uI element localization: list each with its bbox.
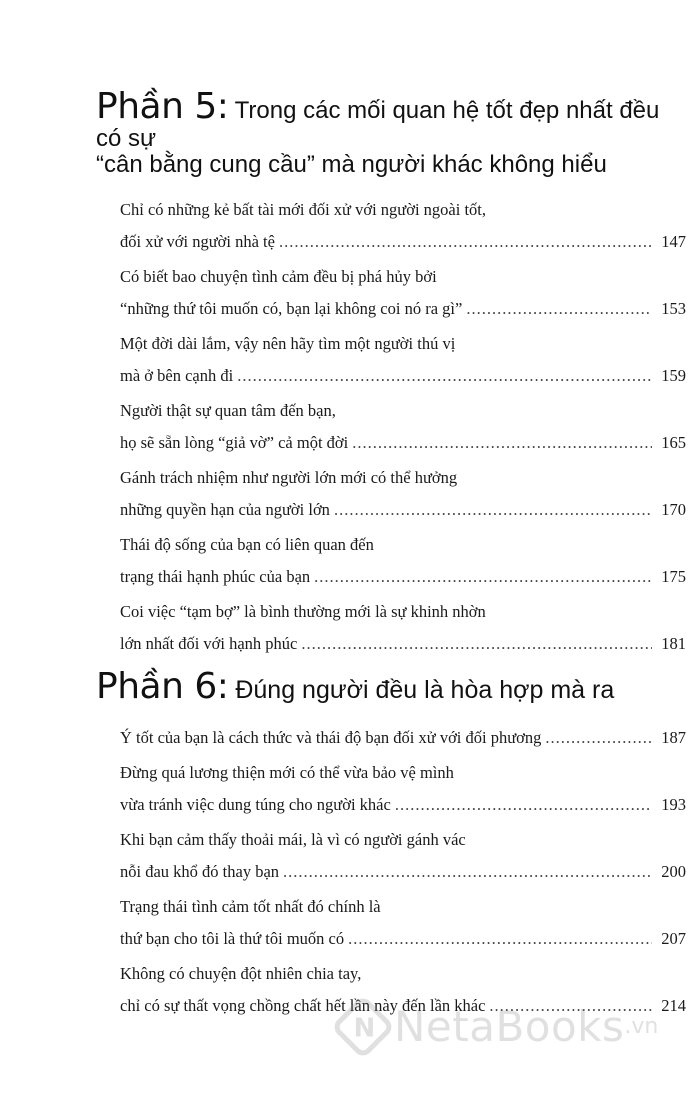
entry-title-line1: Có biết bao chuyện tình cảm đều bị phá hủy bởi: [120, 267, 437, 287]
dot-leader: [545, 722, 652, 754]
dot-leader: [395, 789, 652, 821]
entry-page-number: 193: [661, 794, 686, 814]
entry-title-line2: những quyền hạn của người lớn: [120, 500, 330, 520]
entry-title-line1: Khi bạn cảm thấy thoải mái, là vì có người gánh vác: [120, 829, 466, 849]
dot-leader: [237, 360, 652, 392]
entry-title-line1: Đừng quá lương thiện mới có thể vừa bảo vệ mình: [120, 762, 454, 782]
part-5-title: Trong các mối quan hệ tốt đẹp nhất đều có sự: [96, 97, 660, 152]
entry-title-line1: Coi việc “tạm bợ” là bình thường mới là sự khinh nhờn: [120, 602, 486, 622]
entry-title-line2: Ý tốt của bạn là cách thức và thái độ bạn đối xử với đối phương: [120, 727, 542, 747]
toc-entry[interactable]: [120, 722, 686, 754]
toc-entry[interactable]: [120, 757, 686, 821]
watermark-suffix: .vn: [624, 1014, 659, 1039]
entry-title-line1: Gánh trách nhiệm như người lớn mới có thể hưởng: [120, 468, 458, 488]
part-5-entry-list: [96, 194, 686, 660]
entry-page-number: 170: [661, 500, 686, 520]
entry-title-line1: Một đời dài lắm, vậy nên hãy tìm một người thú vị: [120, 334, 456, 354]
dot-leader: [301, 628, 652, 660]
toc-entry[interactable]: [120, 261, 686, 325]
part-6-section: [96, 668, 686, 1025]
toc-entry[interactable]: [120, 328, 686, 392]
entry-title-line2: trạng thái hạnh phúc của bạn: [120, 567, 311, 587]
entry-page-number: 165: [661, 433, 686, 453]
toc-entry[interactable]: [120, 596, 686, 660]
entry-title-line2: họ sẽ sẵn lòng “giả vờ” cả một đời: [120, 433, 349, 453]
dot-leader: [348, 923, 652, 955]
toc-entry[interactable]: [120, 462, 686, 526]
part-5-heading: [96, 88, 686, 178]
toc-entry[interactable]: [120, 891, 686, 955]
toc-entry[interactable]: [120, 529, 686, 593]
entry-page-number: 200: [661, 861, 686, 881]
entry-title-line2: mà ở bên cạnh đi: [120, 366, 234, 386]
dot-leader: [466, 293, 652, 325]
entry-page-number: 159: [661, 366, 686, 386]
entry-title-line2: thứ bạn cho tôi là thứ tôi muốn có: [120, 928, 345, 948]
watermark-brand: NetaBooks: [394, 1002, 625, 1051]
entry-title-line1: Thái độ sống của bạn có liên quan đến: [120, 535, 374, 555]
netabooks-logo-icon: [330, 994, 395, 1059]
entry-page-number: 175: [661, 567, 686, 587]
entry-title-line2: “những thứ tôi muốn có, bạn lại không coi nó ra gì”: [120, 299, 463, 319]
part-5-title-line2: “cân bằng cung cầu” mà người khác không hiểu: [96, 150, 607, 178]
dot-leader: [279, 226, 652, 258]
entry-page-number: 214: [661, 995, 686, 1015]
toc-entry[interactable]: [120, 194, 686, 258]
toc-entry[interactable]: [120, 395, 686, 459]
toc-entry[interactable]: [120, 824, 686, 888]
part-5-number: Phần 5:: [96, 86, 229, 127]
entry-title-line1: Không có chuyện đột nhiên chia tay,: [120, 963, 362, 983]
dot-leader: [283, 856, 652, 888]
entry-title-line2: chỉ có sự thất vọng chồng chất hết lần này đến lần khác: [120, 995, 486, 1015]
entry-title-line1: Người thật sự quan tâm đến bạn,: [120, 401, 336, 421]
dot-leader: [314, 561, 652, 593]
part-6-entry-list: [96, 722, 686, 1022]
entry-page-number: 181: [661, 634, 686, 654]
netabooks-watermark: [340, 1002, 658, 1051]
entry-page-number: 147: [661, 232, 686, 252]
entry-title-line2: đối xử với người nhà tệ: [120, 232, 275, 252]
entry-title-line2: lớn nhất đối với hạnh phúc: [120, 634, 298, 654]
part-5-section: [96, 88, 686, 663]
entry-title-line1: Chỉ có những kẻ bất tài mới đối xử với người ngoài tốt,: [120, 200, 487, 220]
entry-page-number: 207: [661, 928, 686, 948]
dot-leader: [334, 494, 652, 526]
part-6-heading: [96, 668, 686, 706]
entry-title-line1: Trạng thái tình cảm tốt nhất đó chính là: [120, 896, 381, 916]
entry-title-line2: vừa tránh việc dung túng cho người khác: [120, 794, 391, 814]
entry-page-number: 187: [661, 727, 686, 747]
entry-title-line2: nỗi đau khổ đó thay bạn: [120, 861, 280, 881]
dot-leader: [352, 427, 652, 459]
part-6-title: Đúng người đều là hòa hợp mà ra: [228, 676, 615, 704]
part-6-number: Phần 6:: [96, 666, 229, 707]
entry-page-number: 153: [661, 299, 686, 319]
